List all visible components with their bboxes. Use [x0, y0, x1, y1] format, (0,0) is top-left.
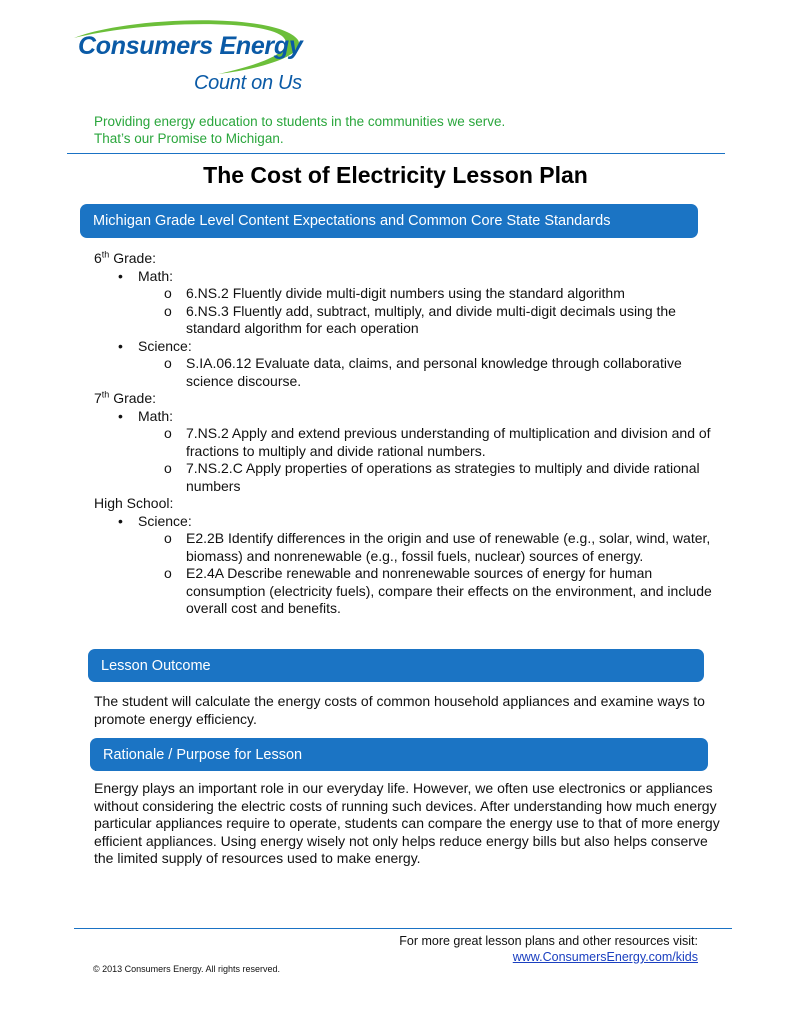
promise-line-2: That’s our Promise to Michigan.	[94, 131, 284, 146]
circle-bullet-icon: o	[164, 460, 172, 476]
bullet-icon: •	[118, 512, 123, 529]
subject-name: Math	[138, 407, 170, 424]
circle-bullet-icon: o	[164, 565, 172, 581]
grade-label: Grade:	[109, 390, 157, 406]
circle-bullet-icon: o	[164, 285, 172, 301]
section-heading-standards: Michigan Grade Level Content Expectations and Common Core State Standards	[80, 204, 698, 238]
standard-item	[94, 425, 714, 460]
standard-item	[94, 460, 714, 495]
promise-tagline	[94, 113, 505, 147]
grade-heading	[94, 250, 714, 268]
standard-item	[94, 565, 714, 618]
subject-item	[94, 268, 714, 286]
grade-heading	[94, 495, 714, 513]
standard-text: S.IA.06.12 Evaluate data, claims, and personal knowledge through collaborative science discourse.	[186, 355, 682, 389]
standards-list	[94, 250, 714, 618]
copyright-text: © 2013 Consumers Energy. All rights reserved.	[93, 964, 281, 974]
bullet-icon: •	[118, 407, 123, 424]
circle-bullet-icon: o	[164, 355, 172, 371]
outcome-paragraph: The student will calculate the energy costs of common household appliances and examine ways to promote energy efficiency.	[94, 693, 705, 727]
subject-name: Math	[138, 267, 170, 284]
standard-text: 6.NS.3 Fluently add, subtract, multiply, and divide multi-digit decimals using the standard algorithm for each operation	[186, 302, 676, 336]
grade-ordinal: th	[101, 389, 110, 400]
page-title: The Cost of Electricity Lesson Plan	[203, 162, 588, 188]
website-link[interactable]: www.ConsumersEnergy.com/kids	[512, 950, 698, 964]
standard-text: 6.NS.2 Fluently divide multi-digit numbers using the standard algorithm	[186, 285, 625, 301]
grade-ordinal: th	[101, 249, 110, 260]
header-divider	[67, 153, 725, 154]
standard-text: 7.NS.2.C Apply properties of operations as strategies to multiply and divide rational numbers	[186, 460, 700, 494]
grade-label: High School:	[94, 495, 174, 511]
standard-text: E2.4A Describe renewable and nonrenewable sources of energy for human consumption (electricity fuels), compare their effects on the environment, and include overall cost and benefits.	[186, 565, 712, 616]
standard-item	[94, 303, 714, 338]
logo-tagline: Count on Us	[194, 72, 302, 94]
circle-bullet-icon: o	[164, 530, 172, 546]
subject-name: Science	[138, 512, 188, 529]
standard-item	[94, 530, 714, 565]
bullet-icon: •	[118, 337, 123, 354]
subject-item	[94, 338, 714, 356]
grade-label: Grade:	[109, 250, 157, 266]
footer-note-text: For more great lesson plans and other resources visit:	[399, 934, 698, 948]
subject-colon: :	[187, 512, 192, 529]
logo-brand-text: Consumers Energy	[78, 32, 303, 60]
circle-bullet-icon: o	[164, 302, 172, 319]
footer-divider	[74, 928, 732, 929]
section-heading-rationale: Rationale / Purpose for Lesson	[90, 738, 708, 771]
section-heading-outcome: Lesson Outcome	[88, 649, 704, 682]
bullet-icon: •	[118, 267, 123, 284]
circle-bullet-icon: o	[164, 425, 172, 441]
consumers-energy-logo	[68, 18, 308, 104]
rationale-paragraph: Energy plays an important role in our everyday life. However, we often use electronics or appliances without considering the electric costs of running such devices. After understanding how much energy particular appliances require to operate, students can compare the energy use to that of more energy efficient appliances. Using energy wisely not only helps reduce energy bills but also helps conserve the limited supply of resources used to make energy.	[94, 780, 720, 866]
standard-text: 7.NS.2 Apply and extend previous understanding of multiplication and division and of fractions to multiply and divide rational numbers.	[186, 425, 711, 459]
subject-colon: :	[169, 407, 174, 424]
subject-colon: :	[187, 337, 192, 354]
footer-resources	[0, 933, 698, 965]
grade-heading	[94, 390, 714, 408]
subject-item	[94, 513, 714, 531]
subject-item	[94, 408, 714, 426]
subject-name: Science	[138, 337, 188, 354]
subject-colon: :	[169, 267, 174, 284]
promise-line-1: Providing energy education to students in the communities we serve.	[94, 114, 506, 129]
standard-item	[94, 285, 714, 303]
standard-text: E2.2B Identify differences in the origin and use of renewable (e.g., solar, wind, water, biomass) and nonrenewable (e.g., fossil fuels, nuclear) sources of energy.	[186, 530, 711, 564]
standard-item	[94, 355, 714, 390]
grade-number: 6	[94, 250, 102, 266]
grade-number: 7	[94, 390, 102, 406]
